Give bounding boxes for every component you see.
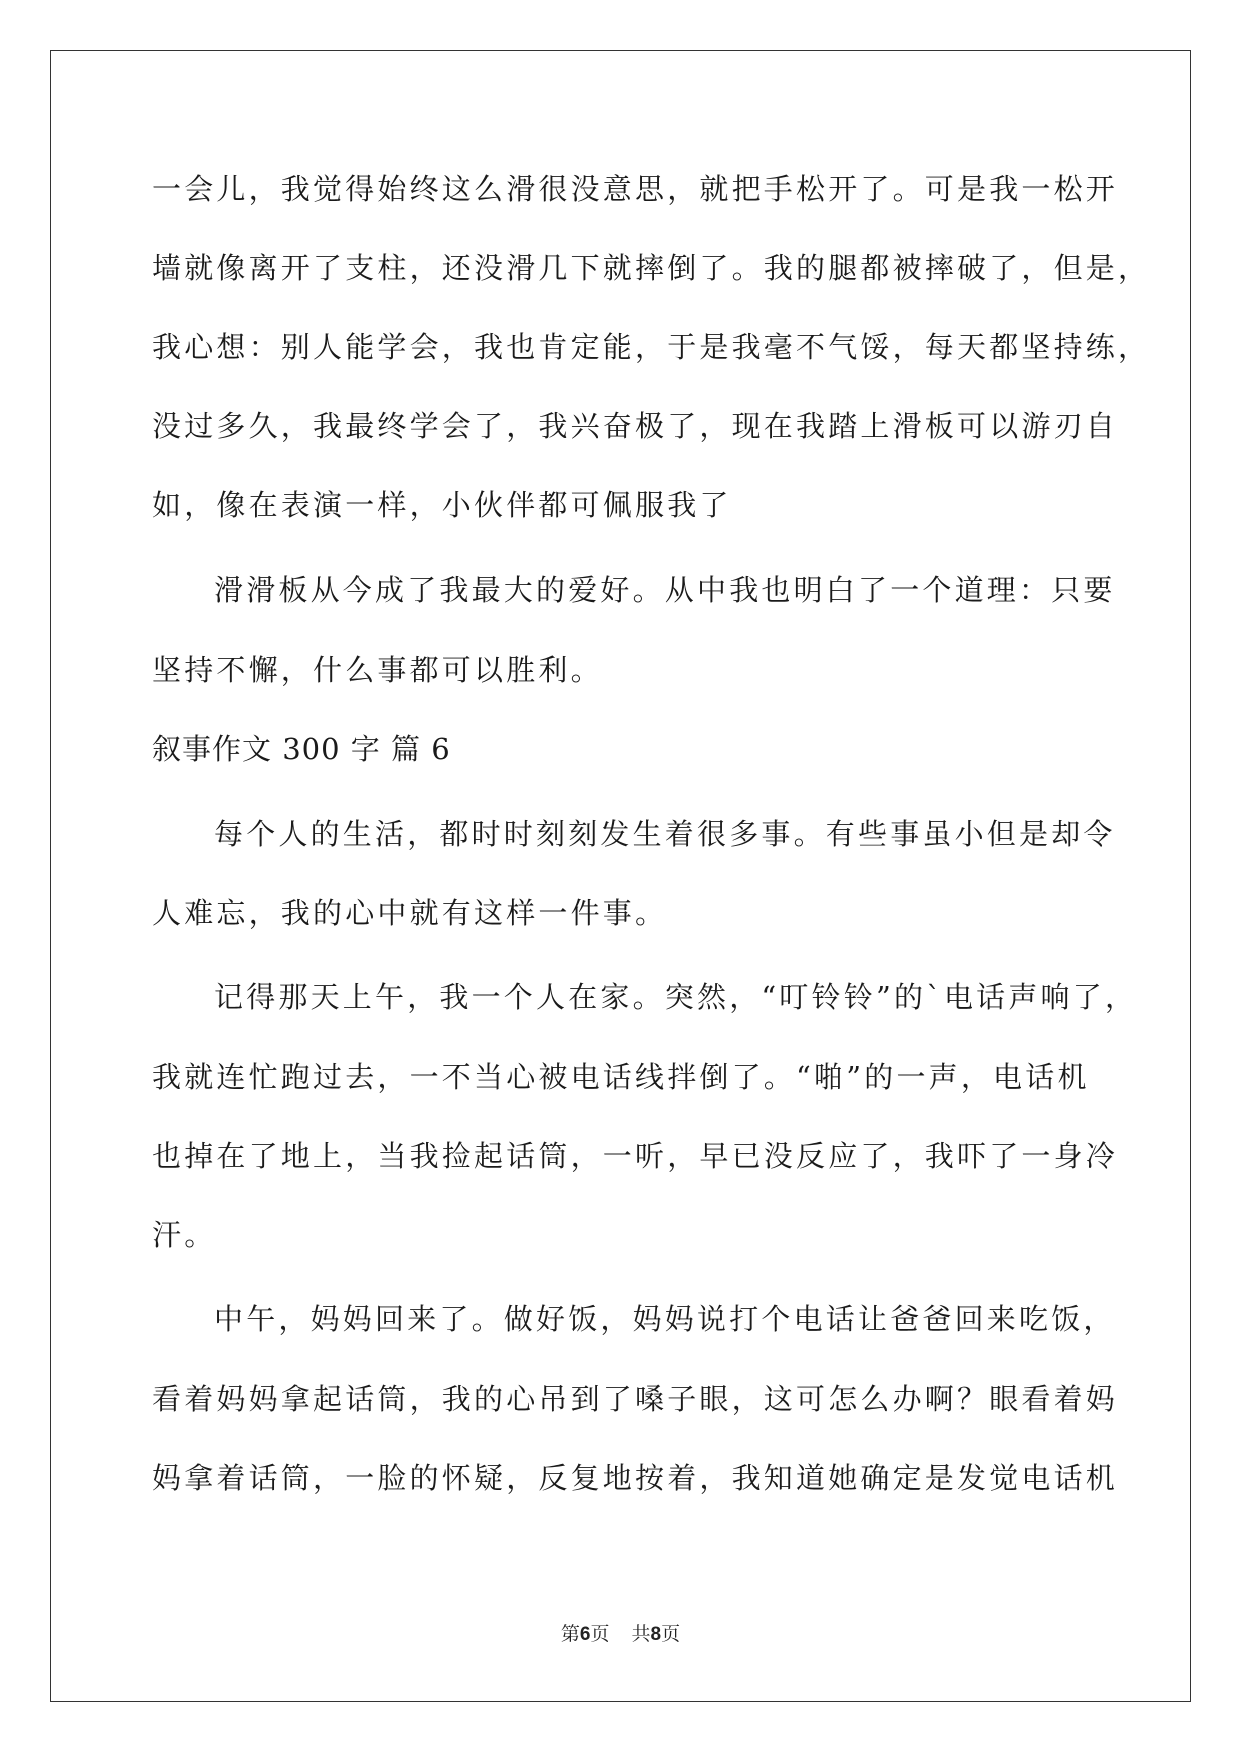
page-border	[50, 50, 1191, 1702]
paragraph-line: 妈拿着话筒，一脸的怀疑，反复地按着，我知道她确定是发觉电话机	[152, 1461, 1119, 1495]
paragraph-line: 滑滑板从今成了我最大的爱好。从中我也明白了一个道理：只要	[214, 573, 1116, 607]
page-footer	[0, 1622, 1241, 1647]
paragraph-line: 一会儿，我觉得始终这么滑很没意思，就把手松开了。可是我一松开	[152, 172, 1119, 206]
paragraph-line: 我心想：别人能学会，我也肯定能，于是我毫不气馁，每天都坚持练，	[152, 330, 1151, 364]
page-prefix: 第	[560, 1623, 580, 1645]
paragraph-line: 墙就像离开了支柱，还没滑几下就摔倒了。我的腿都被摔破了，但是，	[152, 251, 1151, 285]
paragraph-line: 没过多久，我最终学会了，我兴奋极了，现在我踏上滑板可以游刃自	[152, 409, 1119, 443]
paragraph-line: 也掉在了地上，当我捡起话筒，一听，早已没反应了，我吓了一身冷	[152, 1139, 1119, 1173]
total-suffix: 页	[661, 1623, 681, 1645]
page-mid: 页	[590, 1623, 610, 1645]
paragraph-line: 我就连忙跑过去，一不当心被电话线拌倒了。“啪”的一声，电话机	[152, 1060, 1090, 1094]
section-heading: 叙事作文 300 字 篇 6	[152, 732, 451, 766]
paragraph-line: 汗。	[152, 1218, 217, 1252]
total-prefix: 共	[631, 1623, 651, 1645]
paragraph-line: 人难忘，我的心中就有这样一件事。	[152, 896, 668, 930]
page-total: 8	[650, 1624, 662, 1645]
paragraph-line: 每个人的生活，都时时刻刻发生着很多事。有些事虽小但是却令	[214, 817, 1116, 851]
paragraph-line: 坚持不懈，什么事都可以胜利。	[152, 653, 603, 687]
paragraph-line: 记得那天上午，我一个人在家。突然，“叮铃铃”的`电话声响了，	[214, 980, 1138, 1014]
page-current: 6	[579, 1624, 591, 1645]
paragraph-line: 如，像在表演一样，小伙伴都可佩服我了	[152, 488, 732, 522]
paragraph-line: 中午，妈妈回来了。做好饭，妈妈说打个电话让爸爸回来吃饭，	[214, 1302, 1116, 1336]
paragraph-line: 看着妈妈拿起话筒，我的心吊到了嗓子眼，这可怎么办啊？眼看着妈	[152, 1382, 1119, 1416]
